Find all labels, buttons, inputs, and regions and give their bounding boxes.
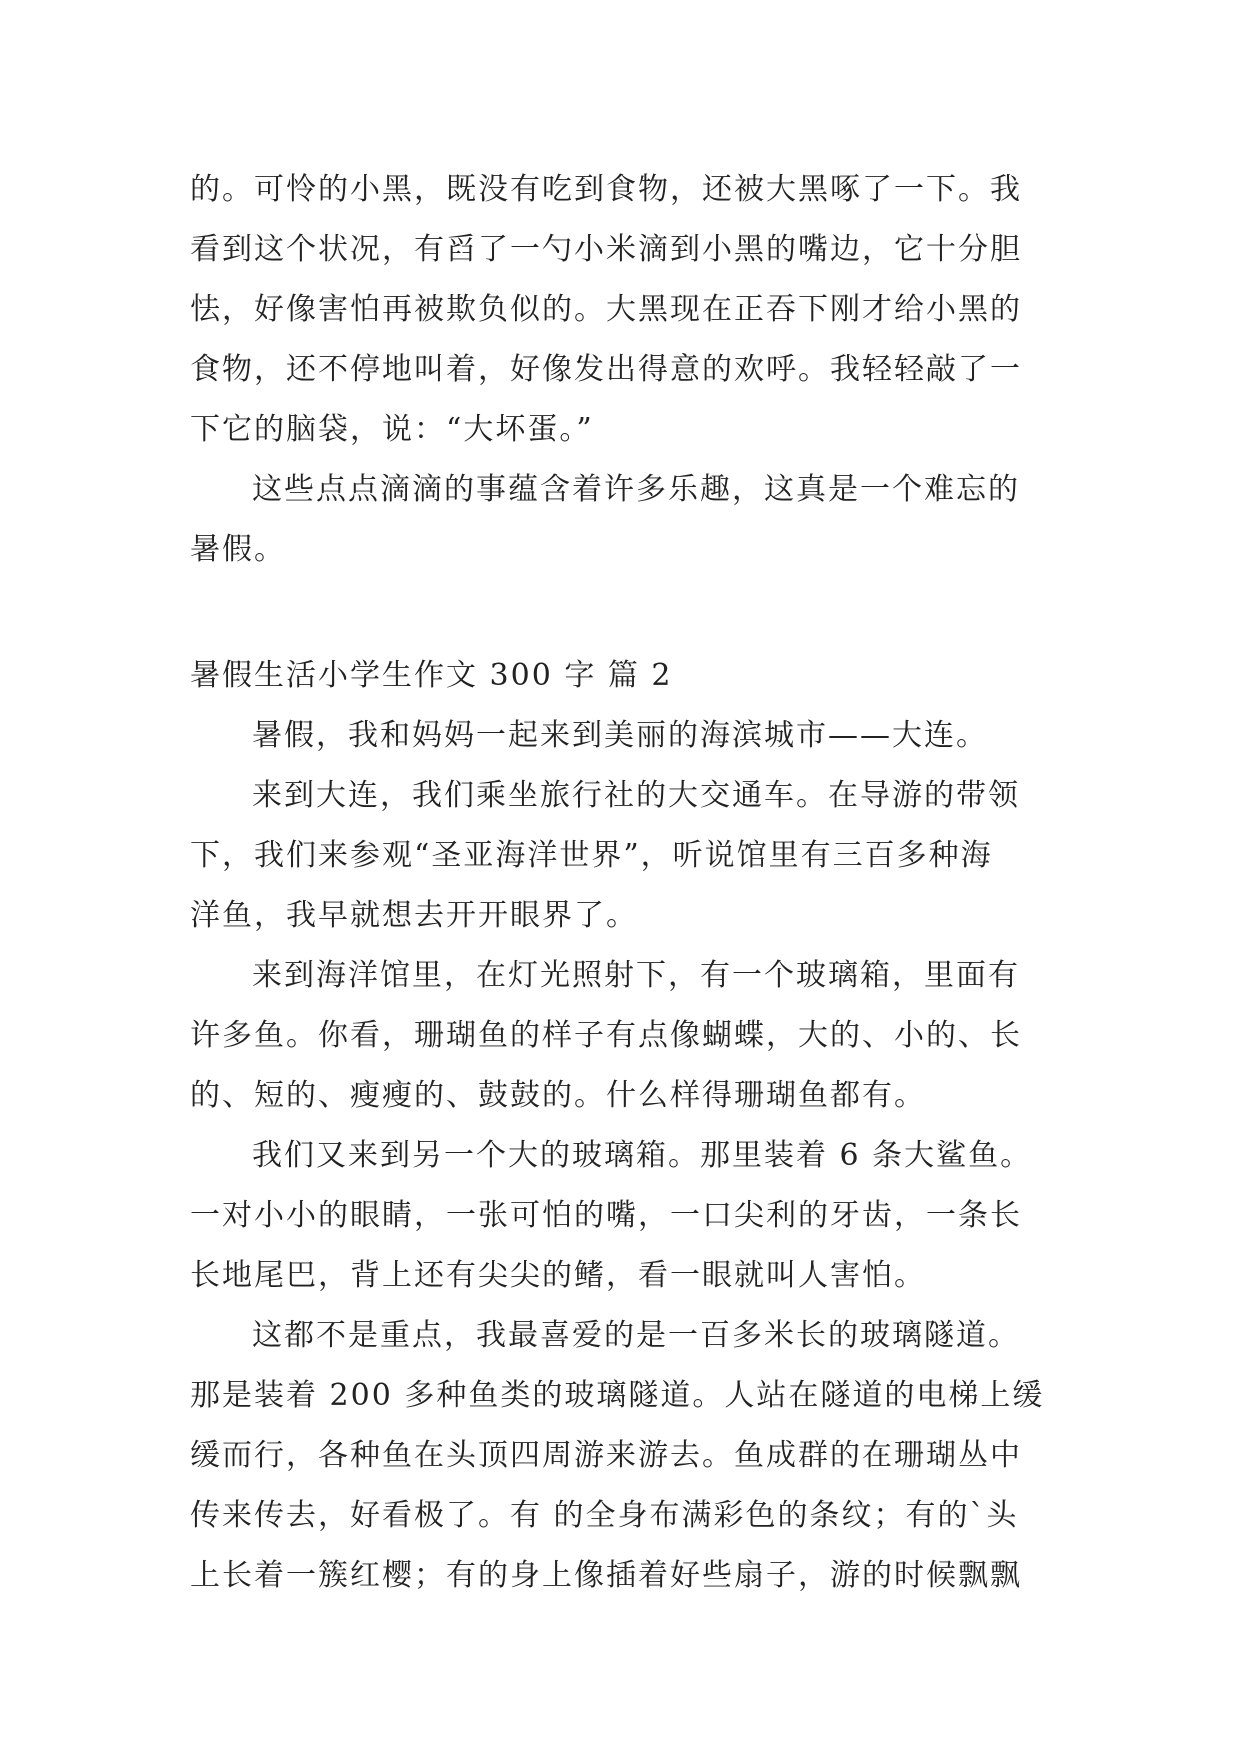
text-line: 怯，好像害怕再被欺负似的。大黑现在正吞下刚才给小黑的 <box>190 292 1022 327</box>
text-line: 食物，还不停地叫着，好像发出得意的欢呼。我轻轻敲了一 <box>190 352 1022 387</box>
paragraph <box>190 1126 1070 1306</box>
text-line: 上长着一簇红樱；有的身上像插着好些扇子，游的时候飘飘 <box>190 1558 1022 1593</box>
section-heading: 暑假生活小学生作文 300 字 篇 2 <box>190 658 673 693</box>
text-line: 的。可怜的小黑，既没有吃到食物，还被大黑啄了一下。我 <box>190 172 1022 207</box>
text-line: 长地尾巴，背上还有尖尖的鳍，看一眼就叫人害怕。 <box>190 1258 926 1293</box>
text-line: 传来传去，好看极了。有 的全身布满彩色的条纹；有的`头 <box>190 1498 1019 1533</box>
text-line: 暑假。 <box>190 532 286 567</box>
paragraph <box>190 460 1070 580</box>
paragraph <box>190 766 1070 946</box>
text-line: 下它的脑袋，说：“大坏蛋。” <box>190 412 594 447</box>
text-line: 许多鱼。你看，珊瑚鱼的样子有点像蝴蝶，大的、小的、长 <box>190 1018 1022 1053</box>
document-body <box>190 160 1070 1606</box>
paragraph <box>190 160 1070 460</box>
text-line: 看到这个状况，有舀了一勺小米滴到小黑的嘴边，它十分胆 <box>190 232 1022 267</box>
text-line: 我们又来到另一个大的玻璃箱。那里装着 6 条大鲨鱼。 <box>252 1138 1033 1173</box>
paragraph <box>190 706 1070 766</box>
text-line: 缓而行，各种鱼在头顶四周游来游去。鱼成群的在珊瑚丛中 <box>190 1438 1022 1473</box>
text-line: 来到大连，我们乘坐旅行社的大交通车。在导游的带领 <box>252 778 1020 813</box>
text-line: 那是装着 200 多种鱼类的玻璃隧道。人站在隧道的电梯上缓 <box>190 1378 1045 1413</box>
paragraph <box>190 1306 1070 1606</box>
text-line: 暑假，我和妈妈一起来到美丽的海滨城市——大连。 <box>252 718 988 753</box>
text-line: 一对小小的眼睛，一张可怕的嘴，一口尖利的牙齿，一条长 <box>190 1198 1022 1233</box>
text-line: 洋鱼，我早就想去开开眼界了。 <box>190 898 638 933</box>
text-line: 下，我们来参观“圣亚海洋世界”，听说馆里有三百多种海 <box>190 838 993 873</box>
text-line: 来到海洋馆里，在灯光照射下，有一个玻璃箱，里面有 <box>252 958 1020 993</box>
text-line: 这都不是重点，我最喜爱的是一百多米长的玻璃隧道。 <box>252 1318 1020 1353</box>
paragraph <box>190 946 1070 1126</box>
text-line: 这些点点滴滴的事蕴含着许多乐趣，这真是一个难忘的 <box>252 472 1020 507</box>
text-line: 的、短的、瘦瘦的、鼓鼓的。什么样得珊瑚鱼都有。 <box>190 1078 926 1113</box>
